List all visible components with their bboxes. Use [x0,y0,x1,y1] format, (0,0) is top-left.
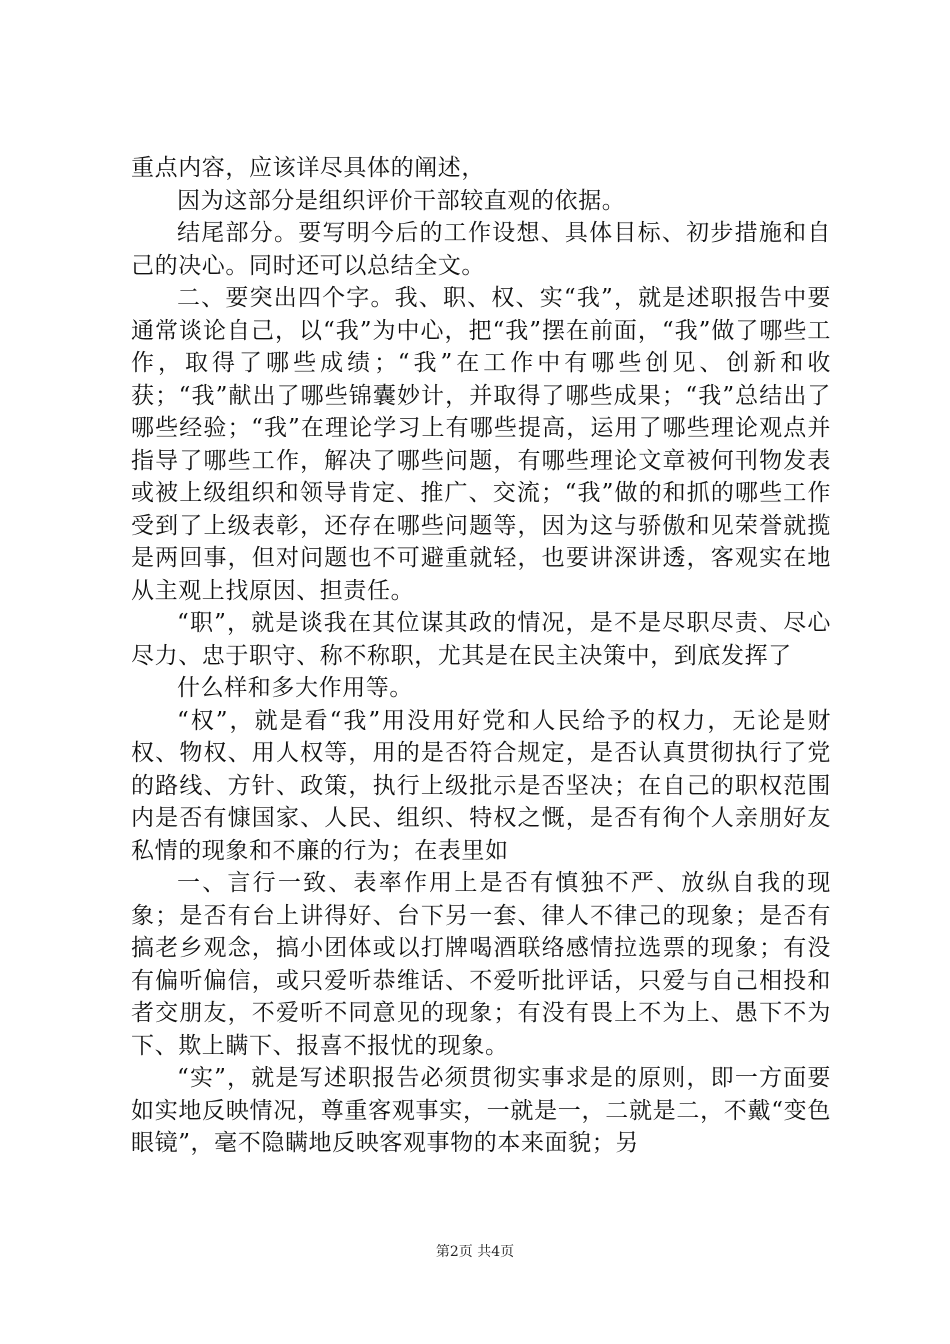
page-footer: 第2页 共4页 [435,1244,515,1260]
paragraph: 因为这部分是组织评价干部较直观的依据。 [177,187,626,214]
paragraph: “职”，就是谈我在其位谋其政的情况，是不是尽职尽责、尽心尽力、忠于职守、称不称职，尤其是在民主决策中，到底发挥了 [131,610,831,669]
paragraph: 什么样和多大作用等。 [177,675,413,701]
paragraph: 二、要突出四个字。我、职、权、实“我”，就是述职报告中要通常谈论自己，以“我”为中心，把“我”摆在前面，“我”做了哪些工作，取得了哪些成绩；“我”在工作中有哪些创见、创新和收获；“我”献出了哪些锦囊妙计，并取得了哪些成果；“我”总结出了哪些经验；“我”在理论学习上有哪些提高，运用了哪些理论观点并指导了哪些工作，解决了哪些问题，有哪些理论文章被何刊物发表或被上级组织和领导肯定、推广、交流；“我”做的和抓的哪些工作受到了上级表彰，还存在哪些问题等，因为这与骄傲和见荣誉就揽是两回事，但对问题也不可避重就轻，也要讲深讲透，客观实在地从主观上找原因、担责任。 [131,285,831,604]
paragraph: “实”，就是写述职报告必须贯彻实事求是的原则，即一方面要如实地反映情况，尊重客观事实，一就是一，二就是二，不戴“变色眼镜”，毫不隐瞒地反映客观事物的本来面貌；另 [131,1065,831,1156]
document-body [131,152,831,1160]
paragraph: 重点内容，应该详尽具体的阐述， [131,155,485,181]
paragraph: 结尾部分。要写明今后的工作设想、具体目标、初步措施和自己的决心。同时还可以总结全文。 [131,220,831,279]
paragraph: “权”，就是看“我”用没用好党和人民给予的权力，无论是财权、物权、用人权等，用的是否符合规定，是否认真贯彻执行了党的路线、方针、政策，执行上级批示是否坚决；在自己的职权范围内是否有慷国家、人民、组织、特权之慨，是否有徇个人亲朋好友私情的现象和不廉的行为；在表里如 [131,707,831,864]
paragraph: 一、言行一致、表率作用上是否有慎独不严、放纵自我的现象；是否有台上讲得好、台下另一套、律人不律己的现象；是否有搞老乡观念，搞小团体或以打牌喝酒联络感情拉选票的现象；有没有偏听偏信，或只爱听恭维话、不爱听批评话，只爱与自己相投和者交朋友，不爱听不同意见的现象；有没有畏上不为上、愚下不为下、欺上瞒下、报喜不报忧的现象。 [131,870,831,1059]
